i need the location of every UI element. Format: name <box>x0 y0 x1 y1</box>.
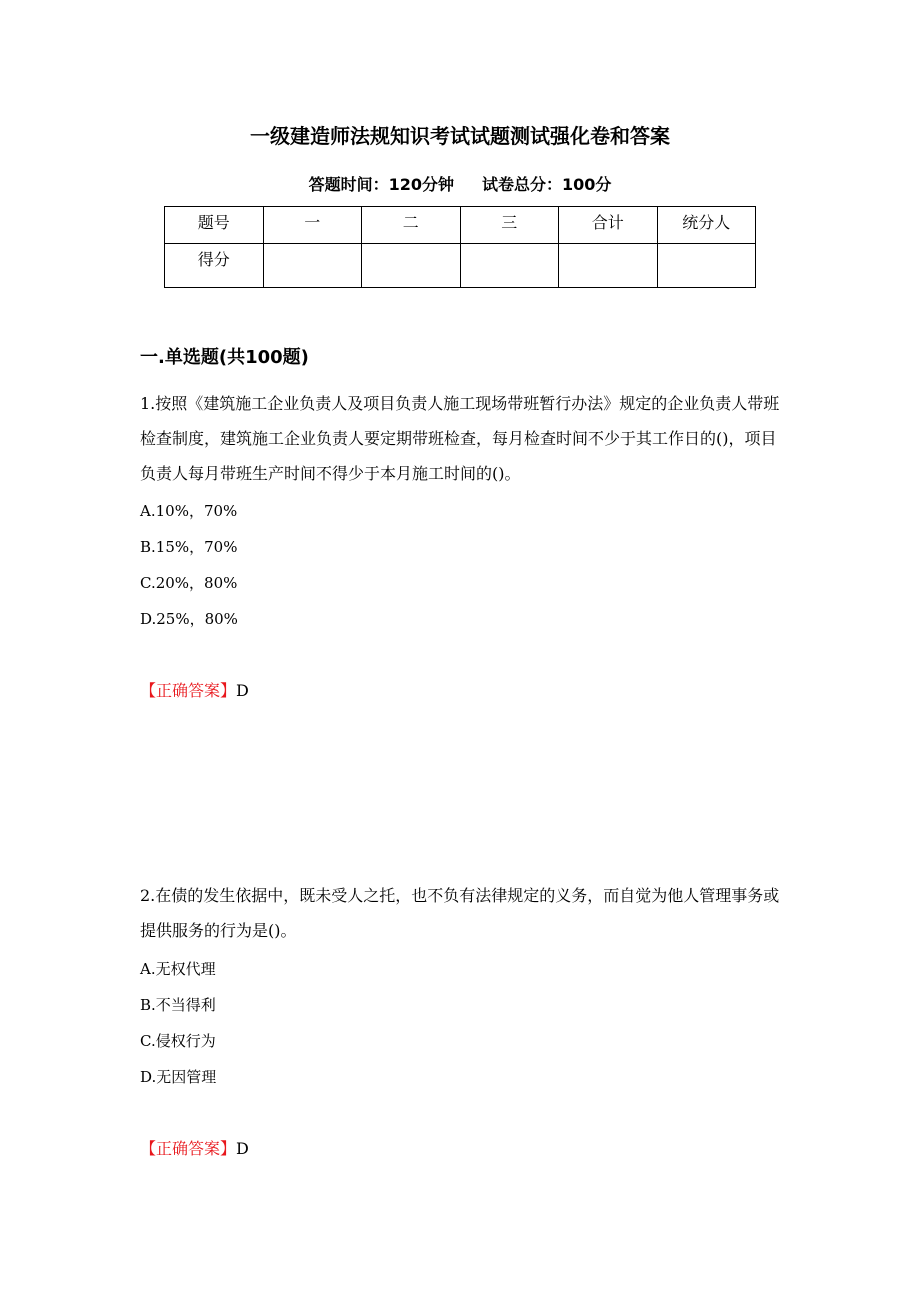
correct-answer-label: 【正确答案】 <box>140 681 237 700</box>
question-text: 2.在债的发生依据中，既未受人之托，也不负有法律规定的义务，而自觉为他人管理事务或提供服务的行为是()。 <box>140 886 780 940</box>
exam-time: 答题时间：120分钟 <box>308 175 454 194</box>
question-text: 1.按照《建筑施工企业负责人及项目负责人施工现场带班暂行办法》规定的企业负责人带班检查制度，建筑施工企业负责人要定期带班检查，每月检查时间不少于其工作日的()，项目负责人每月带班生产时间不得少于本月施工时间的()。 <box>140 394 780 483</box>
score-cell <box>263 244 362 288</box>
page-title: 一级建造师法规知识考试试题测试强化卷和答案 <box>250 124 670 148</box>
score-table-header-row <box>165 207 756 244</box>
score-table-header-cell: 一 <box>263 207 362 244</box>
correct-answer-value: D <box>236 681 249 700</box>
correct-answer-label: 【正确答案】 <box>140 1139 237 1158</box>
question-option: A.10%，70% <box>140 502 238 520</box>
score-cell <box>460 244 559 288</box>
score-table <box>164 206 756 288</box>
question-option: A.无权代理 <box>140 960 216 978</box>
question-option: B.不当得利 <box>140 996 216 1014</box>
score-table-header-cell: 题号 <box>165 207 264 244</box>
correct-answer <box>140 1137 249 1161</box>
exam-total-score: 试卷总分：100分 <box>482 175 612 194</box>
score-table-header-cell: 统分人 <box>657 207 756 244</box>
score-cell <box>657 244 756 288</box>
question-option: B.15%，70% <box>140 538 238 556</box>
section-title: 一.单选题(共100题) <box>140 347 309 368</box>
score-table-header-cell: 二 <box>362 207 461 244</box>
question-option: D.25%，80% <box>140 610 238 628</box>
question-option: C.侵权行为 <box>140 1032 216 1050</box>
score-cell <box>362 244 461 288</box>
question-option: C.20%，80% <box>140 574 238 592</box>
score-cell <box>559 244 658 288</box>
score-row-label: 得分 <box>165 244 264 288</box>
correct-answer <box>140 679 249 703</box>
exam-meta <box>0 174 920 196</box>
correct-answer-value: D <box>236 1139 249 1158</box>
score-table-score-row <box>165 244 756 288</box>
score-table-header-cell: 三 <box>460 207 559 244</box>
score-table-header-cell: 合计 <box>559 207 658 244</box>
question-option: D.无因管理 <box>140 1068 217 1086</box>
